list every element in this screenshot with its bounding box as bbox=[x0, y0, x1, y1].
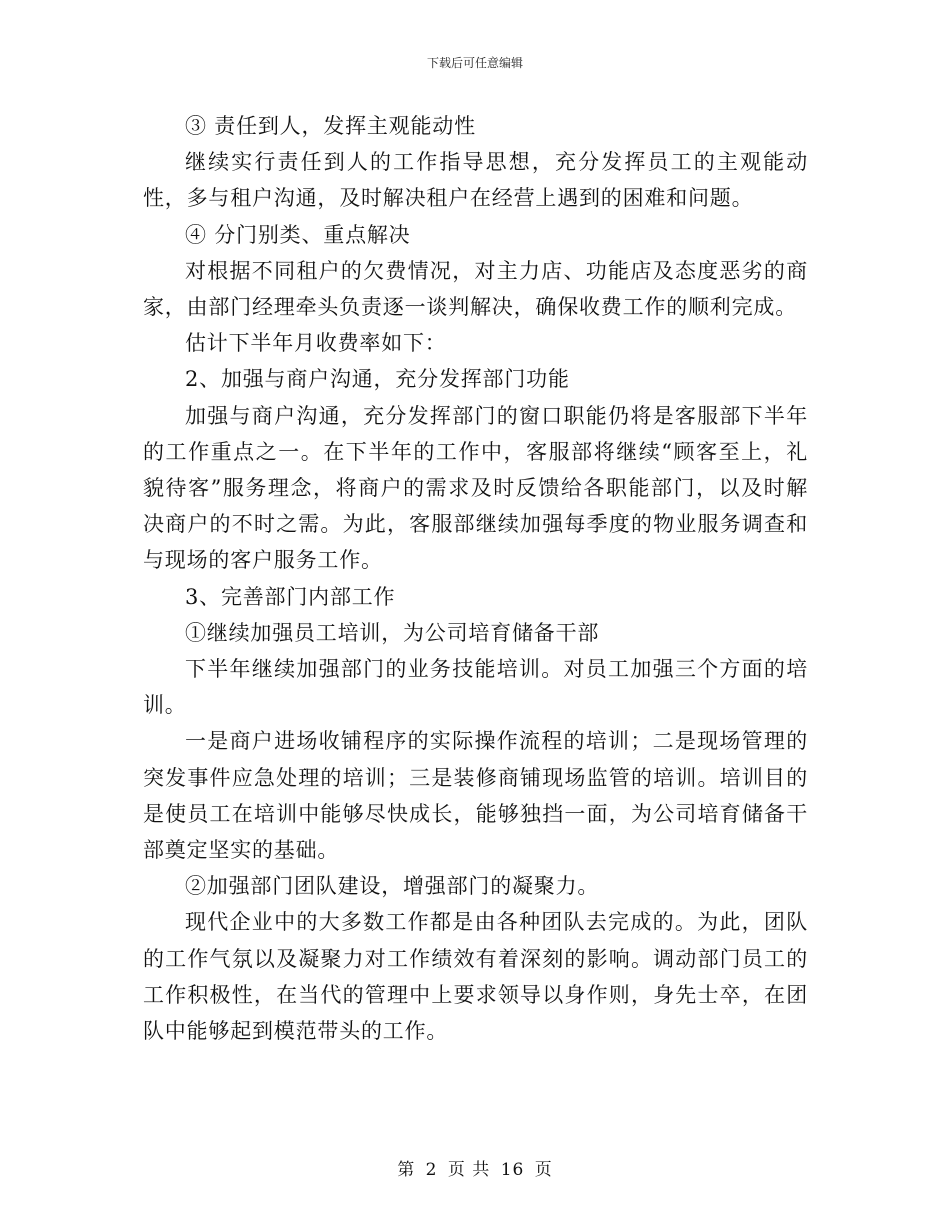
footer-mid: 页 共 bbox=[447, 1160, 491, 1180]
page-footer bbox=[0, 1155, 950, 1180]
section-heading-communication: 2、加强与商户沟通，充分发挥部门功能 bbox=[185, 367, 570, 392]
paragraph-training: 下半年继续加强部门的业务技能培训。对员工加强三个方面的培训。 bbox=[143, 657, 808, 718]
footer-prefix: 第 bbox=[397, 1160, 416, 1180]
footer-total-pages: 16 bbox=[500, 1160, 525, 1180]
document-body bbox=[143, 108, 808, 1049]
subheading-training: ①继续加强员工培训，为公司培育储备干部 bbox=[185, 620, 600, 645]
paragraph-estimate: 估计下半年月收费率如下： bbox=[185, 331, 447, 356]
paragraph-categorize: 对根据不同租户的欠费情况，对主力店、功能店及态度恶劣的商家，由部门经理牵头负责逐一谈判解决，确保收费工作的顺利完成。 bbox=[143, 258, 808, 320]
footer-current-page: 2 bbox=[425, 1160, 438, 1180]
subheading-team: ②加强部门团队建设，增强部门的凝聚力。 bbox=[185, 874, 600, 899]
footer-suffix: 页 bbox=[534, 1160, 553, 1180]
section-heading-internal: 3、完善部门内部工作 bbox=[185, 584, 396, 609]
subheading-categorize: ④ 分门别类、重点解决 bbox=[185, 222, 411, 247]
paragraph-training-details: 一是商户进场收铺程序的实际操作流程的培训；二是现场管理的突发事件应急处理的培训；三是装修商铺现场监管的培训。培训目的是使员工在培训中能够尽快成长，能够独挡一面，为公司培育储备干部奠定坚实的基础。 bbox=[143, 729, 808, 863]
subheading-responsibility: ③ 责任到人，发挥主观能动性 bbox=[185, 114, 476, 138]
page-header: 下载后可任意编辑 bbox=[426, 56, 523, 70]
paragraph-communication: 加强与商户沟通，充分发挥部门的窗口职能仍将是客服部下半年的工作重点之一。在下半年的工作中，客服部将继续“顾客至上，礼貌待客”服务理念，将商户的需求及时反馈给各职能部门，以及时解决商户的不时之需。为此，客服部继续加强每季度的物业服务调查和与现场的客户服务工作。 bbox=[143, 403, 808, 573]
paragraph-responsibility: 继续实行责任到人的工作指导思想，充分发挥员工的主观能动性，多与租户沟通，及时解决租户在经营上遇到的困难和问题。 bbox=[143, 150, 808, 211]
paragraph-team: 现代企业中的大多数工作都是由各种团队去完成的。为此，团队的工作气氛以及凝聚力对工作绩效有着深刻的影响。调动部门员工的工作积极性，在当代的管理中上要求领导以身作则，身先士卒，在团队中能够起到模范带头的工作。 bbox=[143, 910, 808, 1044]
